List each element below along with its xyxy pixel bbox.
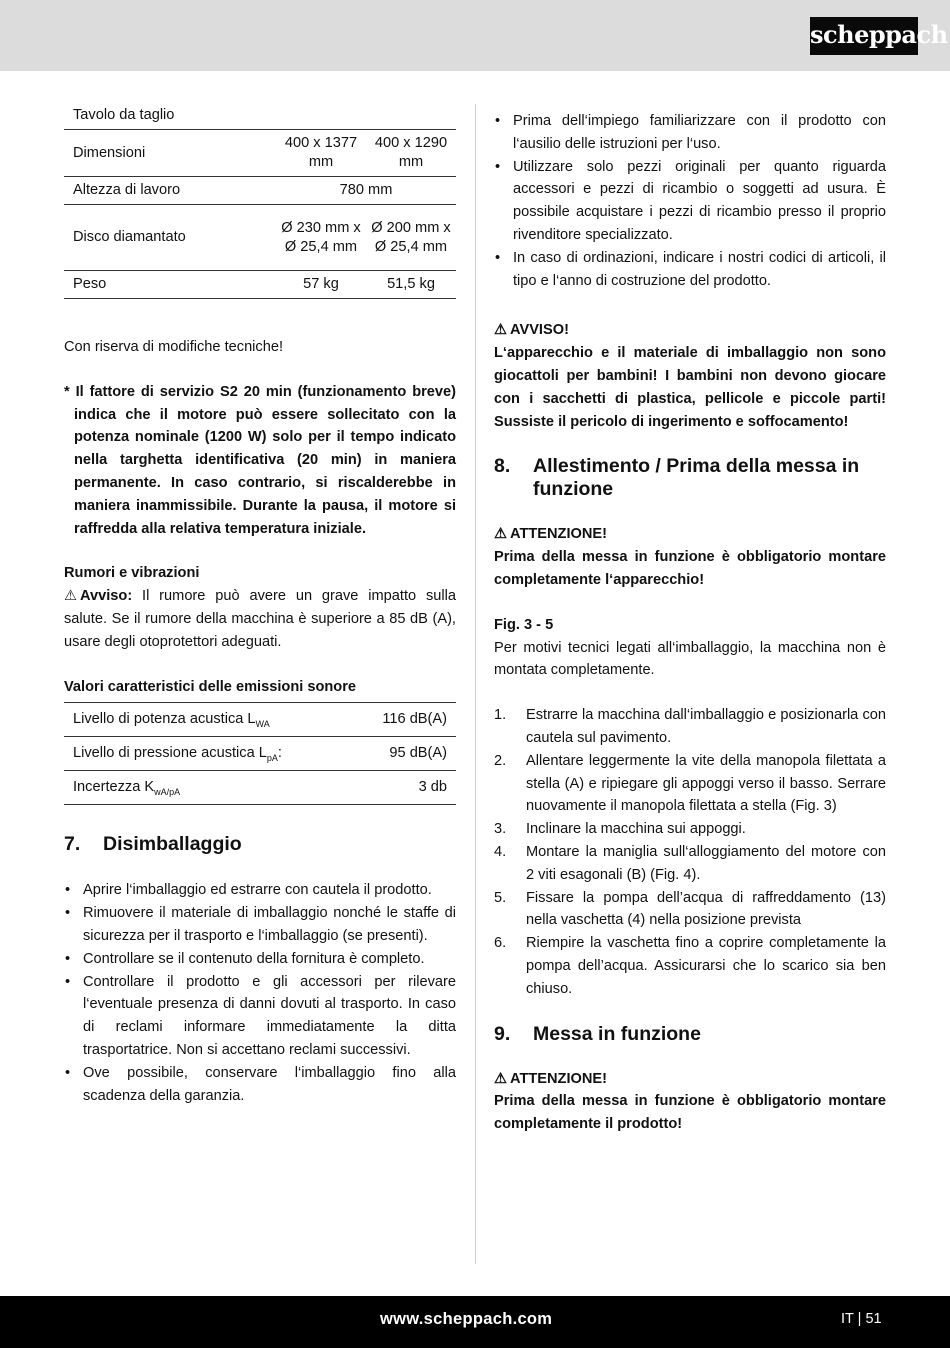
emission-table (64, 702, 456, 805)
spec-value-a: Ø 230 mm x Ø 25,4 mm (276, 205, 366, 271)
attenzione-title: ⚠ ATTENZIONE! (494, 1068, 886, 1091)
warning-icon: ⚠ (494, 322, 508, 339)
list-item: • Controllare il prodotto e gli accessori per rilevare l‘eventuale presenza di danni dovuti al trasporto. In caso di reclami informare immediatamente la ditta trasportatrice. Non si accettano reclami successivi. (64, 971, 456, 1062)
noise-warn-text: Il rumore può avere un grave impatto sulla salute. Se il rumore della macchina è superiore a 85 dB (A), usare degli otoprotettori adeguati. (64, 588, 456, 650)
table-row (64, 177, 456, 205)
list-item: 1. Estrarre la macchina dall‘imballaggio e posizionarla con cautela sul pavimento. (494, 707, 886, 746)
list-item: 3. Inclinare la macchina sui appoggi. (494, 821, 746, 838)
header-band (0, 0, 950, 71)
spec-label: Dimensioni (64, 130, 276, 177)
emission-label: Incertezza $K_{wA/pA}$ (64, 771, 348, 805)
list-item: • Rimuovere il materiale di imballaggio nonché le staffe di sicurezza per il trasporto e l‘imballaggio (se presenti). (64, 902, 456, 948)
spec-label: Disco diamantato (64, 205, 276, 271)
noise-warn-label: Avviso: (80, 588, 133, 605)
list-item: • Controllare se il contenuto della fornitura è completo. (64, 948, 456, 971)
right-column (494, 110, 886, 1136)
noise-heading: Rumori e vibrazioni (64, 565, 200, 582)
page-number: IT | 51 (841, 1311, 882, 1327)
table-row (64, 130, 456, 177)
spec-value-b: 400 x 1290 mm (366, 130, 456, 177)
section-8-heading: 8. Allestimento / Prima della messa in funzione (494, 455, 860, 501)
spec-value-b: Ø 200 mm x Ø 25,4 mm (366, 205, 456, 271)
list-item: • Ove possibile, conservare l‘imballaggio fino alla scadenza della garanzia. (64, 1062, 456, 1108)
spec-value: 780 mm (276, 177, 456, 205)
attenzione-text: Prima della messa in funzione è obbligatorio montare completamente l‘apparecchio! (494, 549, 886, 588)
list-item: • Prima dell‘impiego familiarizzare con il prodotto con l‘ausilio delle istruzioni per l‘uso. (494, 110, 886, 156)
table-row (64, 737, 456, 771)
emission-value: 95 dB(A) (348, 737, 456, 771)
footer-bar (0, 1296, 950, 1348)
unpack-list (64, 879, 456, 1107)
spec-section-label: Tavolo da taglio (64, 104, 456, 130)
section-9-heading: 9. Messa in funzione (494, 1022, 701, 1045)
warning-icon: ⚠ (64, 588, 78, 605)
table-row (64, 703, 456, 737)
table-row (64, 205, 456, 271)
spec-value-b: 51,5 kg (366, 271, 456, 299)
section-7-heading: 7. Disimballaggio (64, 833, 242, 856)
setup-steps (494, 704, 886, 1000)
warning-icon: ⚠ (494, 1070, 508, 1087)
list-item: 5. Fissare la pompa dell’acqua di raffreddamento (13) nella vaschetta (4) nella posizione prevista (494, 889, 886, 929)
fig-text: Per motivi tecnici legati all‘imballaggio, la macchina non è montata completamente. (494, 639, 886, 679)
attenzione-title: ⚠ ATTENZIONE! (494, 523, 886, 546)
warning-icon: ⚠ (494, 526, 508, 543)
avviso-text: L‘apparecchio e il materiale di imballaggio non sono giocattoli per bambini! I bambini non devono giocare con i sacchetti di plastica, pellicole e piccole parti! Sussiste il pericolo di ingerimento e soffocamento! (494, 345, 886, 430)
spec-label: Peso (64, 271, 276, 299)
spec-table (64, 104, 456, 299)
avviso-title: ⚠ AVVISO! (494, 319, 886, 342)
brand-logo: scheppach (810, 17, 918, 55)
spec-label: Altezza di lavoro (64, 177, 276, 205)
spec-value-a: 400 x 1377 mm (276, 130, 366, 177)
list-item: 6. Riempire la vaschetta fino a coprire completamente la pompa dell’acqua. Assicurarsi che lo scarico sia ben chiuso. (494, 935, 886, 997)
list-item: • In caso di ordinazioni, indicare i nostri codici di articoli, il tipo e l‘anno di costruzione del prodotto. (494, 247, 886, 293)
emission-heading: Valori caratteristici delle emissioni sonore (64, 678, 356, 695)
table-row (64, 771, 456, 805)
list-item: 2. Allentare leggermente la vite della manopola filettata a stella (A) e ripiegare gli appoggi verso il basso. Serrare nuovamente il manopola filettata a stella (Fig. 3) (494, 752, 886, 815)
website-link[interactable]: www.scheppach.com (380, 1310, 553, 1328)
column-divider (475, 104, 476, 1264)
left-column (64, 104, 456, 1107)
fig-reference: Fig. 3 - 5 (494, 616, 554, 633)
attenzione-text: Prima della messa in funzione è obbligatorio montare completamente il prodotto! (494, 1093, 886, 1133)
list-item: 4. Montare la maniglia sull‘alloggiamento del motore con 2 viti esagonali (B) (Fig. 4). (494, 843, 886, 883)
tech-note: Con riserva di modifiche tecniche! (64, 339, 284, 355)
noise-warning (64, 585, 456, 653)
list-item: • Aprire l‘imballaggio ed estrarre con cautela il prodotto. (64, 879, 456, 902)
table-row (64, 271, 456, 299)
emission-label: Livello di pressione acustica $L_{pA}$: (64, 737, 348, 771)
emission-value: 116 dB(A) (348, 703, 456, 737)
emission-label: Livello di potenza acustica $L_{WA}$ (64, 703, 348, 737)
service-note: * Il fattore di servizio S2 20 min (funzionamento breve) indica che il motore può essere sollecitato con la potenza nominale (1200 W) solo per il tempo indicato nella targhetta identificativa (20 min) in maniera permanente. In caso contrario, si riscalderebbe in maniera inammissibile. Durante la pausa, il motore si raffredda alla relativa temperatura iniziale. (64, 383, 456, 537)
emission-value: 3 db (348, 771, 456, 805)
usage-list (494, 110, 886, 292)
list-item: • Utilizzare solo pezzi originali per quanto riguarda accessori e pezzi di ricambio o soggetti ad usura. È possibile acquistare i pezzi di ricambio presso il proprio rivenditore specializzato. (494, 156, 886, 247)
spec-value-a: 57 kg (276, 271, 366, 299)
